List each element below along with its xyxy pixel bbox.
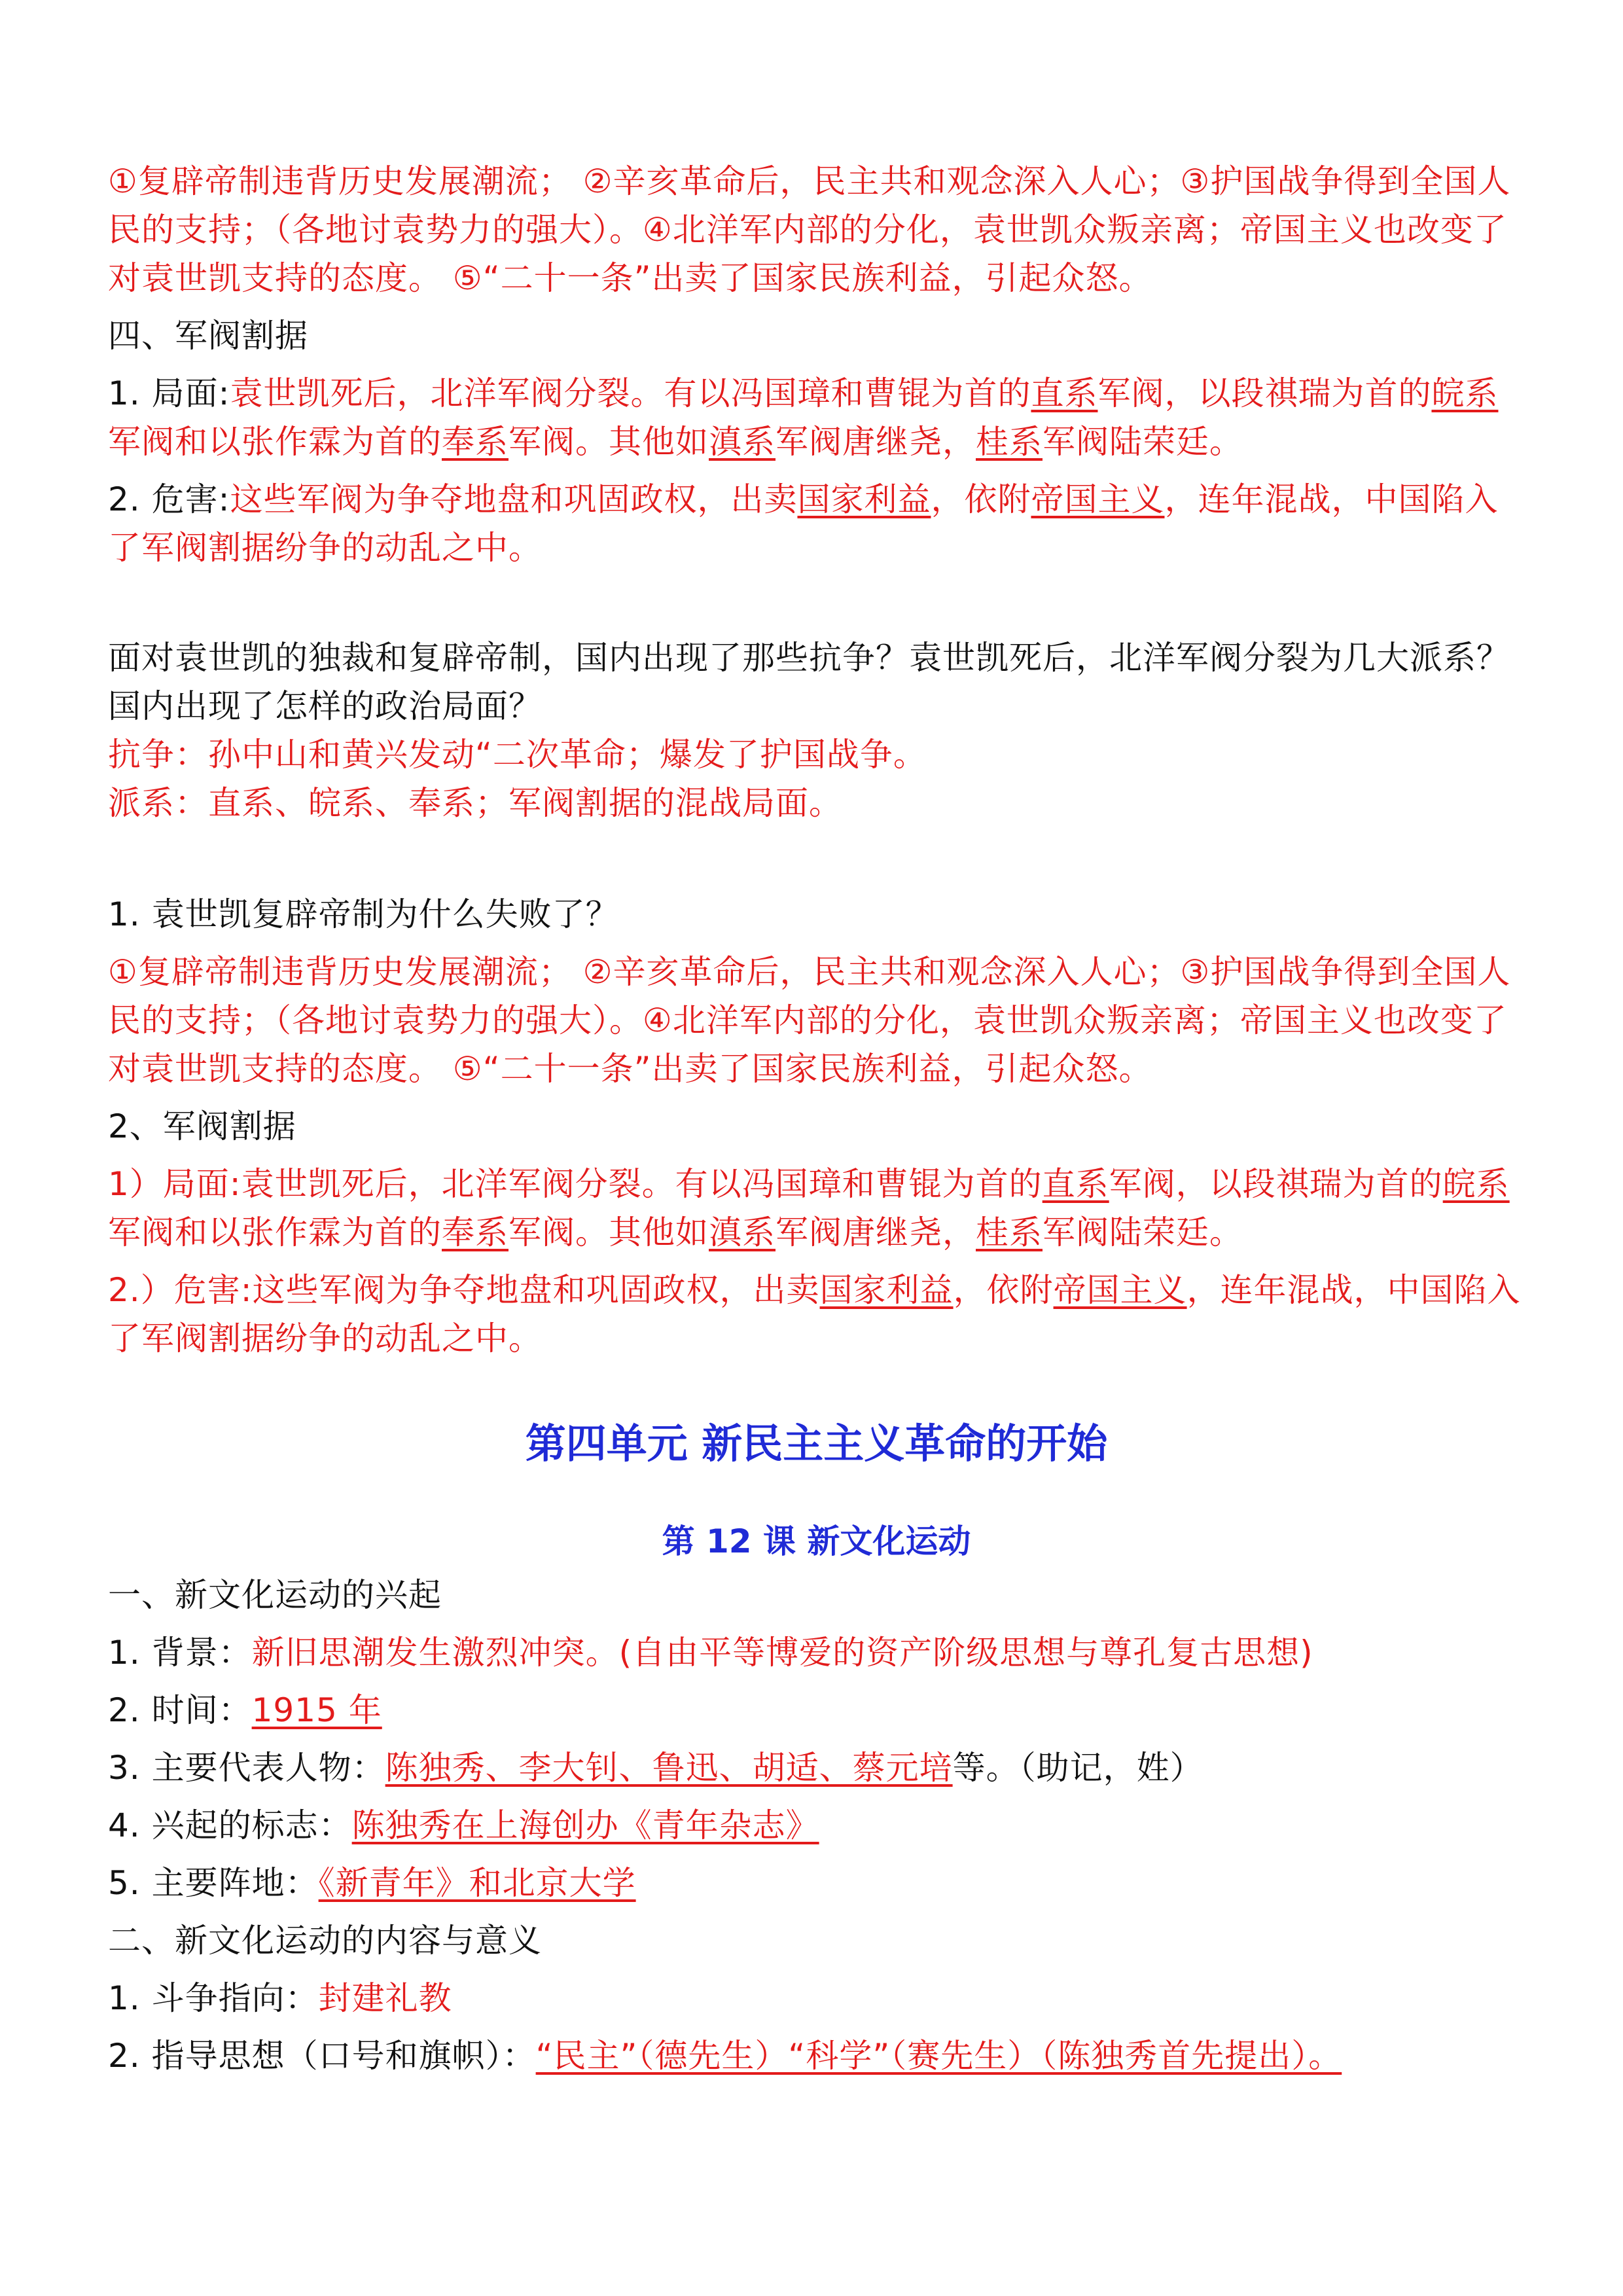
harm-label-2: 2.）危害: <box>108 1271 253 1309</box>
section-heading-warlords-2: 2、军阀割据 <box>108 1107 296 1145</box>
term-guixi-2: 桂系 <box>976 1213 1043 1251</box>
people-value: 陈独秀、李大钊、鲁迅、胡适、蔡元培 <box>385 1749 953 1787</box>
time-value: 1915 年 <box>251 1691 382 1729</box>
term-wanxi-2: 皖系 <box>1442 1165 1510 1203</box>
situation-label: 1. 局面: <box>108 374 230 412</box>
situation-paragraph: 1. 局面:袁世凯死后，北洋军阀分裂。有以冯国璋和曹锟为首的直系军阀，以段祺瑞为首的皖系军阀和以张作霖为首的奉系军阀。其他如滇系军阀唐继尧，桂系军阀陆荣廷。 <box>108 374 1499 461</box>
document-page <box>108 157 1525 2089</box>
term-dianxi-2: 滇系 <box>709 1213 776 1251</box>
term-dianxi: 滇系 <box>709 423 776 461</box>
question-failure: 1. 袁世凯复辟帝制为什么失败了？ <box>108 895 619 933</box>
base-line: 5. 主要阵地：《新青年》和北京大学 <box>108 1864 636 1902</box>
situation-label-2: 1）局面: <box>108 1165 241 1203</box>
harm-paragraph-2: 2.）危害:这些军阀为争夺地盘和巩固政权，出卖国家利益，依附帝国主义，连年混战，中国陷入了军阀割据纷争的动乱之中。 <box>108 1271 1521 1357</box>
answer-factions: 派系：直系、皖系、奉系；军阀割据的混战局面。 <box>108 784 842 822</box>
question-paragraph: 面对袁世凯的独裁和复辟帝制，国内出现了那些抗争？袁世凯死后，北洋军阀分裂为几大派系？国内出现了怎样的政治局面？ <box>108 639 1510 725</box>
term-fengxi: 奉系 <box>442 423 508 461</box>
term-wanxi: 皖系 <box>1431 374 1499 412</box>
people-line: 3. 主要代表人物：陈独秀、李大钊、鲁迅、胡适、蔡元培等。（助记，姓） <box>108 1749 1204 1787</box>
answer-struggle: 抗争：孙中山和黄兴发动“二次革命；爆发了护国战争。 <box>108 736 927 774</box>
section-heading-rise: 一、新文化运动的兴起 <box>108 1576 442 1614</box>
slogan-value: “民主”（德先生）“科学”（赛先生）（陈独秀首先提出）。 <box>535 2037 1342 2075</box>
background-line: 1. 背景：新旧思潮发生激烈冲突。(自由平等博爱的资产阶级思想与尊孔复古思想) <box>108 1634 1313 1672</box>
sign-line: 4. 兴起的标志：陈独秀在上海创办《青年杂志》 <box>108 1806 819 1844</box>
slogan-line: 2. 指导思想（口号和旗帜）：“民主”（德先生）“科学”（赛先生）（陈独秀首先提出）。 <box>108 2037 1342 2075</box>
background-value: 新旧思潮发生激烈冲突。(自由平等博爱的资产阶级思想与尊孔复古思想) <box>251 1634 1313 1672</box>
term-imperialism-2: 帝国主义 <box>1053 1271 1187 1309</box>
term-guixi: 桂系 <box>976 423 1043 461</box>
base-value: 《新青年》和北京大学 <box>318 1864 636 1902</box>
term-national-interest: 国家利益 <box>797 480 931 518</box>
term-imperialism: 帝国主义 <box>1031 480 1165 518</box>
target-line: 1. 斗争指向：封建礼教 <box>108 1979 452 2017</box>
section-heading-warlords: 四、军阀割据 <box>108 317 308 355</box>
time-line: 2. 时间：1915 年 <box>108 1691 382 1729</box>
target-value: 封建礼教 <box>318 1979 452 2017</box>
term-zhixi: 直系 <box>1031 374 1098 412</box>
term-national-interest-2: 国家利益 <box>819 1271 954 1309</box>
harm-label: 2. 危害: <box>108 480 230 518</box>
section-heading-content: 二、新文化运动的内容与意义 <box>108 1922 542 1960</box>
failure-reasons-paragraph: ①复辟帝制违背历史发展潮流； ②辛亥革命后，民主共和观念深入人心；③护国战争得到全国人民的支持；（各地讨袁势力的强大）。④北洋军内部的分化，袁世凯众叛亲离；帝国主义也改变了对袁世凯支持的态度。 ⑤“二十一条”出卖了国家民族利益，引起众怒。 <box>108 162 1511 297</box>
unit-title: 第四单元 新民主主义革命的开始 <box>525 1420 1108 1467</box>
harm-paragraph: 2. 危害:这些军阀为争夺地盘和巩固政权，出卖国家利益，依附帝国主义，连年混战，中国陷入了军阀割据纷争的动乱之中。 <box>108 480 1499 567</box>
term-fengxi-2: 奉系 <box>442 1213 508 1251</box>
term-zhixi-2: 直系 <box>1042 1165 1109 1203</box>
sign-value: 陈独秀在上海创办《青年杂志》 <box>351 1806 819 1844</box>
situation-paragraph-2: 1）局面:袁世凯死后，北洋军阀分裂。有以冯国璋和曹锟为首的直系军阀，以段祺瑞为首的皖系军阀和以张作霖为首的奉系军阀。其他如滇系军阀唐继尧，桂系军阀陆荣廷。 <box>108 1165 1510 1251</box>
failure-reasons-paragraph-2: ①复辟帝制违背历史发展潮流； ②辛亥革命后，民主共和观念深入人心；③护国战争得到全国人民的支持；（各地讨袁势力的强大）。④北洋军内部的分化，袁世凯众叛亲离；帝国主义也改变了对袁世凯支持的态度。 ⑤“二十一条”出卖了国家民族利益，引起众怒。 <box>108 953 1511 1088</box>
lesson-title: 第 12 课 新文化运动 <box>662 1522 971 1560</box>
